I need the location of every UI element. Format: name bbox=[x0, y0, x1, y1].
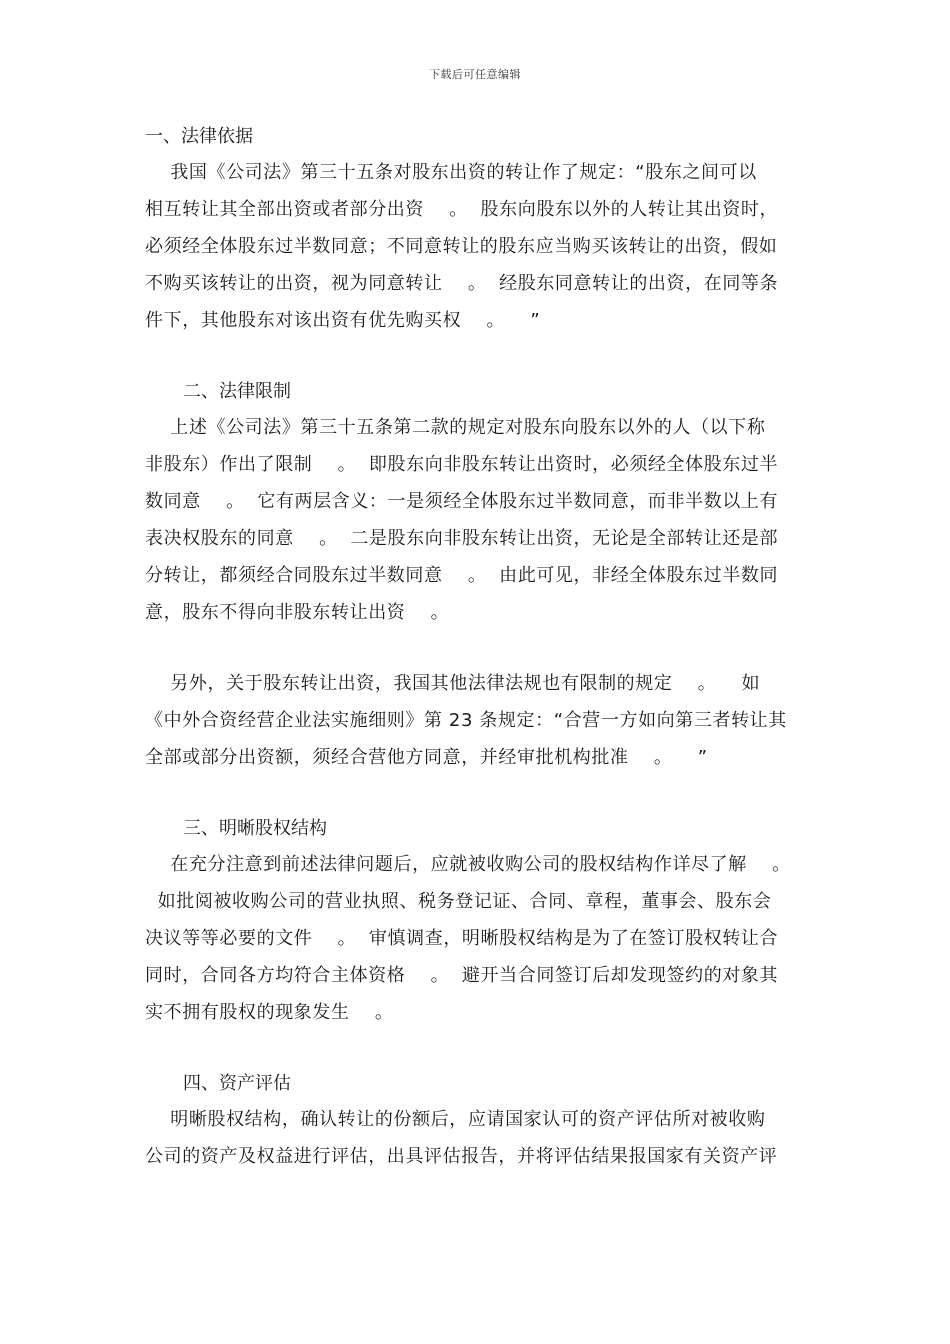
text-line: 我国《公司法》第三十五条对股东出资的转让作了规定：“股东之间可以 bbox=[145, 162, 757, 183]
section-heading: 二、法律限制 bbox=[183, 381, 291, 402]
text-line: 相互转让其全部出资或者部分出资 。 股东向股东以外的人转让其出资时， bbox=[145, 199, 779, 220]
page-header: 下载后可任意编辑 bbox=[429, 68, 521, 81]
paragraph bbox=[145, 846, 810, 1031]
paragraph bbox=[145, 1101, 810, 1175]
text-line: 全部或部分出资额，须经合营他方同意，并经审批机构批准 。 ” bbox=[145, 747, 708, 768]
text-line: 意，股东不得向非股东转让出资 。 bbox=[145, 602, 450, 623]
text-line: 另外，关于股东转让出资，我国其他法律法规也有限制的规定 。 如 bbox=[145, 673, 761, 694]
text-line: 《中外合资经营企业法实施细则》第 23 条规定：“合营一方如向第三者转让其 bbox=[145, 710, 787, 731]
text-line: 上述《公司法》第三十五条第二款的规定对股东向股东以外的人（以下称 bbox=[145, 417, 766, 438]
section-heading: 一、法律依据 bbox=[145, 126, 253, 147]
section-other-regulations bbox=[145, 665, 810, 776]
text-line: 决议等等必要的文件 。 审慎调查，明晰股权结构是为了在签订股权转让合 bbox=[145, 928, 779, 949]
text-line: 分转让，都须经合同股东过半数同意 。 由此可见，非经全体股东过半数同 bbox=[145, 565, 779, 586]
text-line: 非股东）作出了限制 。 即股东向非股东转让出资时，必须经全体股东过半 bbox=[145, 454, 779, 475]
text-line: 不购买该转让的出资，视为同意转让 。 经股东同意转让的出资，在同等条 bbox=[145, 273, 779, 294]
section-equity-structure bbox=[145, 812, 810, 1031]
text-line: 件下，其他股东对该出资有优先购买权 。 ” bbox=[145, 310, 541, 331]
text-line: 在充分注意到前述法律问题后，应就被收购公司的股权结构作详尽了解 。 bbox=[145, 854, 791, 875]
section-asset-valuation bbox=[145, 1067, 810, 1175]
text-line: 表决权股东的同意 。 二是股东向非股东转让出资，无论是全部转让还是部 bbox=[145, 528, 779, 549]
paragraph bbox=[145, 409, 810, 631]
section-legal-basis bbox=[145, 120, 810, 339]
text-line: 实不拥有股权的现象发生 。 bbox=[145, 1002, 394, 1023]
text-line: 同时，合同各方均符合主体资格 。 避开当合同签订后却发现签约的对象其 bbox=[145, 965, 779, 986]
section-heading: 四、资产评估 bbox=[183, 1073, 291, 1094]
document-body bbox=[145, 120, 810, 1175]
section-legal-restrictions bbox=[145, 375, 810, 631]
section-heading: 三、明晰股权结构 bbox=[183, 818, 327, 839]
text-line: 必须经全体股东过半数同意；不同意转让的股东应当购买该转让的出资，假如 bbox=[145, 236, 778, 257]
text-line: 如批阅被收购公司的营业执照、税务登记证、合同、章程，董事会、股东会 bbox=[145, 891, 772, 912]
paragraph bbox=[145, 154, 810, 339]
text-line: 数同意 。 它有两层含义：一是须经全体股东过半数同意，而非半数以上有 bbox=[145, 491, 779, 512]
paragraph bbox=[145, 665, 810, 776]
text-line: 公司的资产及权益进行评估，出具评估报告，并将评估结果报国家有关资产评 bbox=[145, 1146, 778, 1167]
text-line: 明晰股权结构，确认转让的份额后，应请国家认可的资产评估所对被收购 bbox=[145, 1109, 766, 1130]
